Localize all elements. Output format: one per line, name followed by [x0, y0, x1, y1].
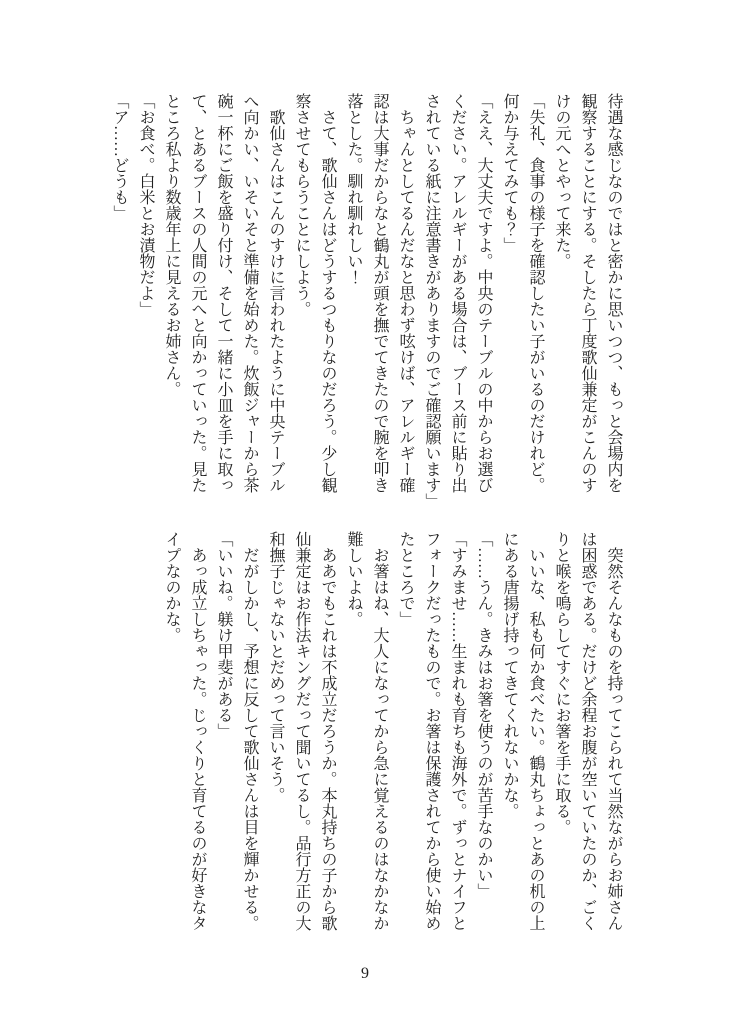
text-column: 「失礼、食事の様子を確認したい子がいるのだけれど。 [527, 93, 544, 493]
text-column: 「いいね。躾け甲斐がある」 [215, 531, 232, 739]
text-column: ちゃんとしてるんだなと思わず呟けば、アレルギー確 [397, 93, 414, 493]
text-column: 「ア……どうも」 [111, 93, 128, 221]
text-column: 仙兼定はお作法キングだって聞いてるし。品行方正の大 [293, 531, 310, 931]
text-column: だがしかし、予想に反して歌仙さんは目を輝かせる。 [241, 531, 258, 931]
text-column: 「すみませ……生まれも育ちも海外で。ずっとナイフと [449, 531, 466, 931]
text-column: 碗一杯にご飯を盛り付け、そして一緒に小皿を手に取っ [215, 93, 232, 493]
text-column: 難しいよね。 [345, 531, 362, 627]
text-column: いいな、私も何か食べたい。鶴丸ちょっとあの机の上 [527, 531, 544, 931]
text-column: フォークだったもので。お箸は保護されてから使い始め [423, 531, 440, 931]
text-column: にある唐揚げ持ってきてくれないかな。 [501, 531, 518, 819]
text-column: へ向かい、いそいそと準備を始めた。炊飯ジャーから茶 [241, 93, 258, 493]
text-column: 「お食べ。白米とお漬物だよ」 [137, 93, 154, 317]
bottom-text-block [158, 531, 626, 951]
text-column: 何か与えてみても？」 [501, 93, 518, 253]
text-column: たところで」 [397, 531, 414, 627]
text-column: けの元へとやって来た。 [553, 93, 570, 269]
text-column: りと喉を鳴らしてすぐにお箸を手に取る。 [553, 531, 570, 835]
text-column: あっ成立しちゃった。じっくりと育てるのが好きなタ [189, 531, 206, 931]
text-column: て、とあるブースの人間の元へと向かっていった。見た [189, 93, 206, 493]
top-text-block [106, 93, 626, 513]
text-column: 突然そんなものを持ってこられて当然ながらお姉さん [605, 531, 622, 931]
page-number: 9 [361, 965, 369, 982]
text-column: 観察することにする。そしたら丁度歌仙兼定がこんのす [579, 93, 596, 493]
text-column: 落とした。馴れ馴れしい！ [345, 93, 362, 285]
text-column: お箸はね、大人になってから急に覚えるのはなかなか [371, 531, 388, 931]
text-column: 歌仙さんはこんのすけに言われたように中央テーブル [267, 93, 284, 493]
text-column: 和撫子じゃないとだめって言いそう。 [267, 531, 284, 803]
text-column: 待遇な感じなのではと密かに思いつつ、もっと会場内を [605, 93, 622, 493]
text-column: ああでもこれは不成立だろうか。本丸持ちの子から歌 [319, 531, 336, 931]
text-column: 認は大事だからなと鶴丸が頭を撫でてきたので腕を叩き [371, 93, 388, 493]
text-column: 「……うん。きみはお箸を使うのが苦手なのかい」 [475, 531, 492, 899]
text-column: ところ私より数歳年上に見えるお姉さん。 [163, 93, 180, 397]
text-column: さて、歌仙さんはどうするつもりなのだろう。少し観 [319, 93, 336, 493]
text-column: イプなのかな。 [163, 531, 180, 643]
text-column: 察させてもらうことにしよう。 [293, 93, 310, 317]
text-column: されている紙に注意書きがありますのでご確認願います」 [423, 93, 440, 509]
text-column: ください。アレルギーがある場合は、ブース前に貼り出 [449, 93, 466, 493]
text-column: 「ええ、大丈夫ですよ。中央のテーブルの中からお選び [475, 93, 492, 493]
text-column: は困惑である。だけど余程お腹が空いていたのか、ごく [579, 531, 596, 931]
